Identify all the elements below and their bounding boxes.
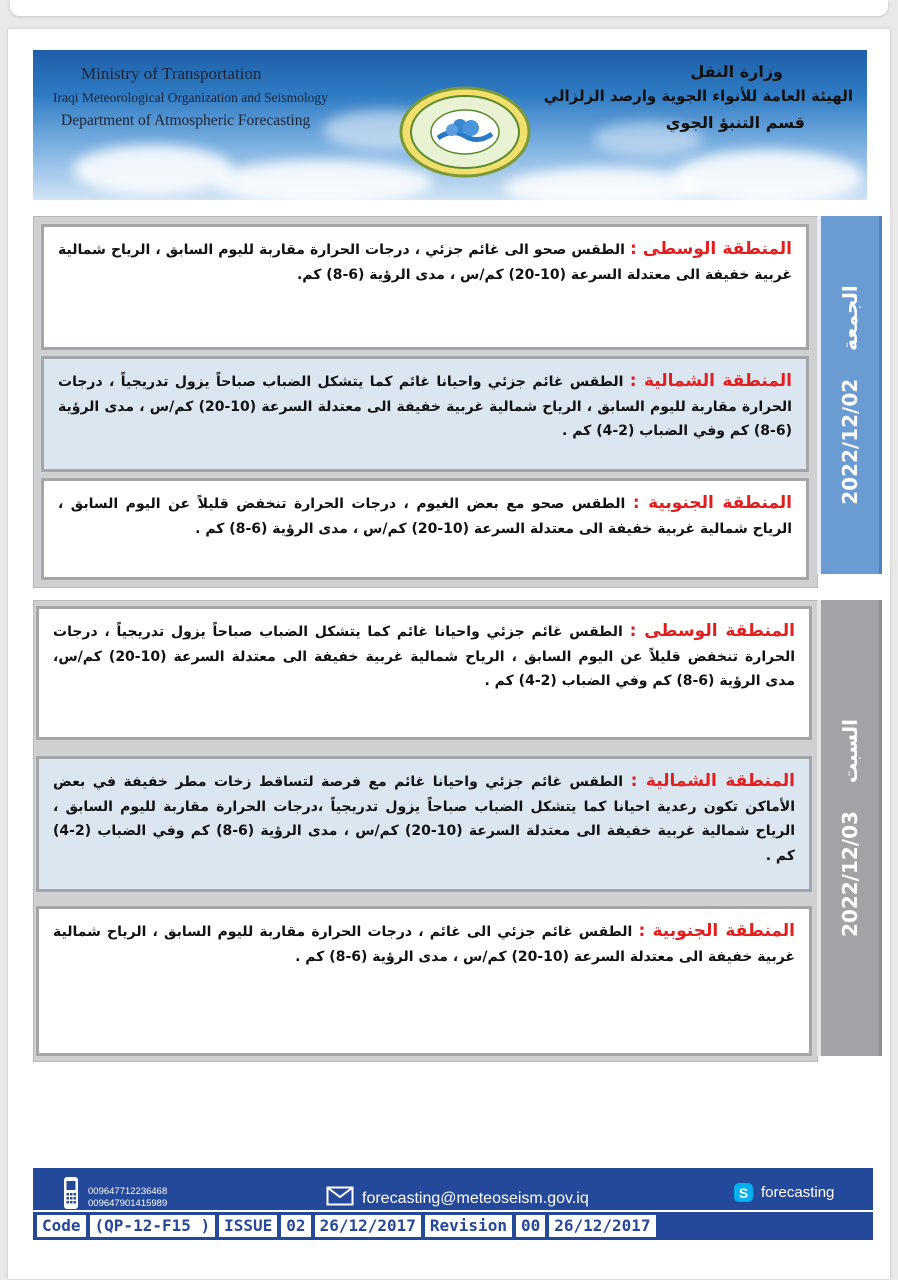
email-contact[interactable] xyxy=(326,1186,589,1211)
issue-label: ISSUE xyxy=(219,1215,277,1237)
day1-label-column xyxy=(817,216,882,574)
day1-central-forecast xyxy=(41,224,809,350)
skype-contact[interactable] xyxy=(734,1183,834,1202)
forecast-text: الطقس غائم جزئي واحيانا غائم كما يتشكل الضباب صباحاً يزول تدريجياً ، درجات الحرارة تنخفض قليلاً عن اليوم السابق ، الرياح شمالية غربية خفيفة الى معتدلة السرعة (10-20) كم/س، مدى الرؤية (6-8) كم وفي الضباب (2-4) كم . xyxy=(53,624,795,689)
forecast-text: الطقس غائم جزئي واحيانا غائم كما يتشكل الضباب صباحاً يزول تدريجياً ، درجات الحرارة مقاربة لليوم السابق ، الرياح شمالية غربية خفيفة الى معتدلة السرعة (10-20) كم/س ، مدى الرؤية (6-8) كم وفي الضباب (2-4) كم . xyxy=(58,374,792,439)
region-label: المنطقة الجنوبية : xyxy=(638,921,796,941)
day1-date: 2022/12/02 xyxy=(838,378,863,505)
english-title-block xyxy=(53,64,328,130)
english-ministry: Ministry of Transportation xyxy=(81,64,262,83)
region-label: المنطقة الشمالية : xyxy=(630,771,795,791)
issue-date: 26/12/2017 xyxy=(315,1215,421,1237)
arabic-department: قسم التنبؤ الجوي xyxy=(665,113,805,132)
revision-number: 00 xyxy=(516,1215,545,1237)
day1-name: الجمعة xyxy=(838,285,863,351)
day2-south-forecast xyxy=(36,906,812,1056)
previous-page-edge xyxy=(10,0,888,16)
phone-numbers xyxy=(88,1186,167,1210)
day2-label-column xyxy=(817,600,882,1056)
day2-date: 2022/12/03 xyxy=(838,811,862,937)
code-value: (QP-12-F15 ) xyxy=(90,1215,216,1237)
phone-number-2[interactable]: 009647901415989 xyxy=(88,1198,168,1209)
revision-date: 26/12/2017 xyxy=(549,1215,655,1237)
revision-label: Revision xyxy=(425,1215,512,1237)
region-label: المنطقة الجنوبية : xyxy=(632,493,792,513)
day2-north-forecast xyxy=(36,756,812,892)
day2-central-forecast xyxy=(36,606,812,740)
mobile-phone-icon xyxy=(62,1176,80,1214)
arabic-organization: الهيئة العامة للأنواء الجوية وارصد الزلزالي xyxy=(543,87,853,105)
organization-seal-icon xyxy=(398,86,532,178)
code-label: Code xyxy=(37,1215,86,1237)
day1-north-forecast xyxy=(41,356,809,472)
header-banner xyxy=(33,50,867,200)
region-label: المنطقة الوسطى : xyxy=(629,621,795,641)
skype-icon: S xyxy=(734,1183,753,1202)
region-label: المنطقة الشمالية : xyxy=(629,371,792,391)
english-organization: Iraqi Meteorological Organization and Seismology xyxy=(53,90,328,105)
region-label: المنطقة الوسطى : xyxy=(629,239,792,259)
arabic-ministry: وزارة النقل xyxy=(690,62,783,81)
email-address[interactable]: forecasting@meteoseism.gov.iq xyxy=(362,1189,589,1207)
skype-handle[interactable]: forecasting xyxy=(761,1184,835,1201)
day1-south-forecast xyxy=(41,478,809,580)
forecast-text: الطقس صحو مع بعض الغيوم ، درجات الحرارة تنخفض قليلاً عن اليوم السابق ، الرياح شمالية غربية خفيفة الى معتدلة السرعة (10-20) كم/س ، مدى الرؤية (6-8) كم . xyxy=(58,496,792,537)
envelope-icon xyxy=(326,1186,354,1211)
forecast-text: الطقس غائم جزئي واحيانا غائم مع فرصة لتساقط زخات مطر خفيفة في بعض الأماكن تكون رعدية احيانا كما يتشكل الضباب صباحاً يزول تدريجياً ،درجات الحرارة مقاربة لليوم السابق ، الرياح شمالية غربية خفيفة الى معتدلة السرعة (10-20) كم/س ، مدى الرؤية (6-8) كم وفي الضباب (2-4) كم . xyxy=(53,774,796,864)
arabic-title-block xyxy=(544,62,853,132)
document-code-strip xyxy=(33,1212,873,1240)
english-department: Department of Atmospheric Forecasting xyxy=(61,112,311,129)
issue-number: 02 xyxy=(281,1215,310,1237)
phone-number-1[interactable]: 009647712236468 xyxy=(88,1186,168,1197)
forecast-text: الطقس غائم جزئي الى غائم ، درجات الحرارة مقاربة لليوم السابق ، الرياح شمالية غربية خفيفة الى معتدلة السرعة (10-20) كم/س ، مدى الرؤية (6-8) كم . xyxy=(53,924,795,965)
forecast-text: الطقس صحو الى غائم جزئي ، درجات الحرارة مقاربة لليوم السابق ، الرياح شمالية غربية خفيفة الى معتدلة السرعة (10-20) كم/س ، مدى الرؤية (6-8) كم. xyxy=(58,242,792,283)
day2-name: السبت xyxy=(838,719,862,784)
